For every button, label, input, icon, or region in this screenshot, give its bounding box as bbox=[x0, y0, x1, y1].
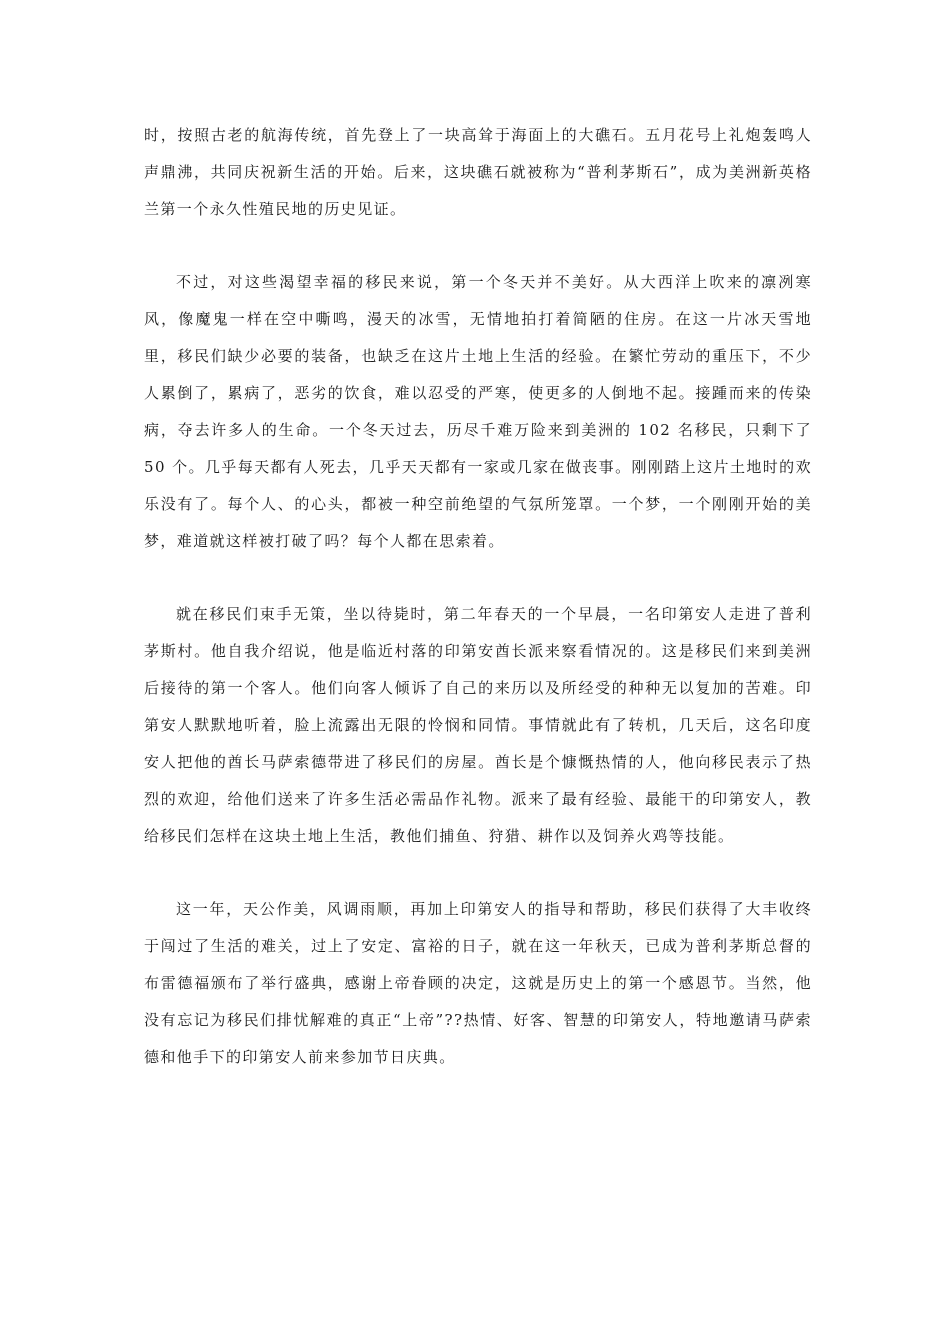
paragraph-first-thanksgiving: 这一年，天公作美，风调雨顺，再加上印第安人的指导和帮助，移民们获得了大丰收终于闯过了生活的难关，过上了安定、富裕的日子，就在这一年秋天，已成为普利茅斯总督的布雷德福颁布了举行盛典，感谢上帝眷顾的决定，这就是历史上的第一个感恩节。当然，他没有忘记为移民们排忧解难的真正“上帝”??热情、好客、智慧的印第安人，特地邀请马萨索德和他手下的印第安人前来参加节日庆典。 bbox=[144, 900, 812, 1066]
paragraph-arrival: 时，按照古老的航海传统，首先登上了一块高耸于海面上的大礁石。五月花号上礼炮轰鸣人声鼎沸，共同庆祝新生活的开始。后来，这块礁石就被称为“普利茅斯石”，成为美洲新英格兰第一个永久性殖民地的历史见证。 bbox=[144, 126, 812, 218]
paragraph-first-winter: 不过，对这些渴望幸福的移民来说，第一个冬天并不美好。从大西洋上吹来的凛冽寒风，像魔鬼一样在空中嘶鸣，漫天的冰雪，无情地拍打着简陋的住房。在这一片冰天雪地里，移民们缺少必要的装备，也缺乏在这片土地上生活的经验。在繁忙劳动的重压下，不少人累倒了，累病了，恶劣的饮食，难以忍受的严寒，使更多的人倒地不起。接踵而来的传染病，夺去许多人的生命。一个冬天过去，历尽千难万险来到美洲的 102 名移民，只剩下了 50 个。几乎每天都有人死去，几乎天天都有一家或几家在做丧事。刚刚踏上这片土地时的欢乐没有了。每个人、的心头，都被一种空前绝望的气氛所笼罩。一个梦，一个刚刚开始的美梦，难道就这样被打破了吗？每个人都在思索着。 bbox=[144, 273, 812, 550]
document-page bbox=[144, 117, 812, 1112]
paragraph-indian-visit: 就在移民们束手无策，坐以待毙时，第二年春天的一个早晨，一名印第安人走进了普利茅斯村。他自我介绍说，他是临近村落的印第安酋长派来察看情况的。这是移民们来到美洲后接待的第一个客人。他们向客人倾诉了自己的来历以及所经受的种种无以复加的苦难。印第安人默默地听着，脸上流露出无限的怜悯和同情。事情就此有了转机，几天后，这名印度安人把他的酋长马萨索德带进了移民们的房屋。酋长是个慷慨热情的人，他向移民表示了热烈的欢迎，给他们送来了许多生活必需品作礼物。派来了最有经验、最能干的印第安人，教给移民们怎样在这块土地上生活，教他们捕鱼、狩猎、耕作以及饲养火鸡等技能。 bbox=[144, 605, 812, 845]
